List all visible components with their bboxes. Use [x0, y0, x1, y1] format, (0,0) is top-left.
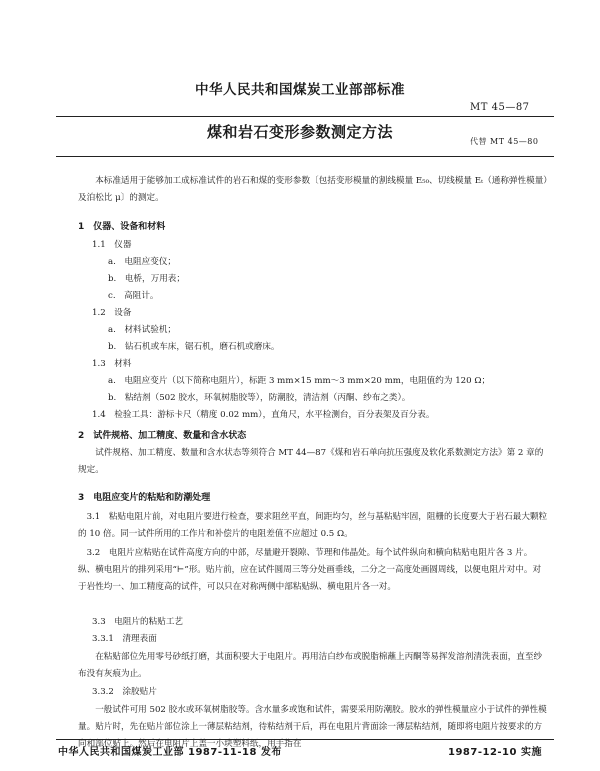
section-3-heading: 3 电阻应变片的粘贴和防潮处理 — [78, 493, 211, 503]
footer-rule — [56, 739, 554, 740]
document-title: 煤和岩石变形参数测定方法 — [206, 123, 393, 141]
item-1-2-a: a. 材料试验机； — [108, 325, 177, 335]
standard-code: MT 45—87 — [470, 102, 530, 113]
standard-issuer-title: 中华人民共和国煤炭工业部部标准 — [195, 82, 405, 98]
section-2-heading: 2 试件规格、加工精度、数量和含水状态 — [78, 431, 247, 441]
subsection-1-3: 1.3 材料 — [92, 359, 132, 369]
intro-paragraph: 本标准适用于能够加工成标准试件的岩石和煤的变形参数〔包括变形模量的割线模量 E₅₀、切线模量 Eₜ（通称弹性模量）及泊松比 μ〕的测定。 — [78, 176, 548, 203]
footer-issuer: 中华人民共和国煤炭工业部 1987-11-18 发布 — [58, 747, 282, 758]
item-1-2-b: b. 钻石机或车床，锯石机，磨石机或磨床。 — [108, 342, 280, 352]
item-1-1-a: a. 电阻应变仪； — [108, 257, 177, 267]
item-1-3-b: b. 粘结剂（502 胶水，环氧树脂胶等），防潮胶，清洁剂（丙酮、纱布之类）。 — [108, 393, 411, 403]
section-1-heading: 1 仪器、设备和材料 — [78, 222, 166, 232]
paragraph-3-1: 3.1 粘贴电阻片前，对电阻片要进行检查，要求阻丝平直，间距均匀，丝与基粘贴牢固，阻栅的长度要大于岩石最大颗粒的 10 倍。同一试件所用的工作片和补偿片的电阻差值不应超过 0.5 Ω。 — [78, 512, 548, 539]
paragraph-3-3-1: 在粘贴部位先用零号砂纸打磨，其面积要大于电阻片。再用洁白纱布或脱脂棉蘸上丙酮等易挥发溶剂清洗表面，直至纱布没有灰痕为止。 — [78, 652, 543, 679]
title-rule — [56, 156, 554, 157]
subsection-1-1: 1.1 仪器 — [92, 240, 132, 250]
section-2-paragraph: 试件规格、加工精度、数量和含水状态等须符合 MT 44—87《煤和岩石单向抗压强度及软化系数测定方法》第 2 章的规定。 — [78, 448, 544, 475]
paragraph-3-3-2: 一般试件可用 502 胶水或环氧树脂胶等。含水量多或饱和试件，需要采用防潮胶。胶水的弹性模量应小于试件的弹性模量。贴片时，先在贴片部位涂上一薄层粘结剂，待粘结剂干后，再在电阻片背面涂一薄层粘结剂，随即将电阻片按要求的方向和部位贴上。然后在电阻片上盖一小块塑料纸，用手指在 — [78, 705, 547, 749]
subsection-1-4: 1.4 检验工具：游标卡尺（精度 0.02 mm），直角尺，水平检测台，百分表架及百分表。 — [92, 410, 435, 420]
item-1-3-a: a. 电阻应变片（以下简称电阻片），标距 3 mm×15 mm～3 mm×20 mm，电阻值约为 120 Ω； — [108, 376, 491, 386]
subsection-3-3-1: 3.3.1 清理表面 — [92, 634, 157, 644]
paragraph-3-2: 3.2 电阻片应粘贴在试件高度方向的中部，尽量避开裂隙、节理和伟晶处。每个试件纵向和横向粘贴电阻片各 3 片。纵、横电阻片的排列采用“⊢”形。贴片前，应在试件圆周三等分处画垂线，二分之一高度处画圆周线，以便电阻片对中。对于岩性均一、加工精度高的试件，可以只在对称两侧中部粘贴纵、横电阻片各一对。 — [78, 548, 542, 592]
replaces-standard: 代替 MT 45—80 — [470, 137, 539, 146]
subsection-3-3: 3.3 电阻片的粘贴工艺 — [92, 617, 184, 627]
item-1-1-c: c. 高阻计。 — [108, 291, 159, 301]
footer-effective-date: 1987-12-10 实施 — [448, 747, 542, 758]
subsection-1-2: 1.2 设备 — [92, 308, 132, 318]
subsection-3-3-2: 3.3.2 涂胶贴片 — [92, 687, 157, 697]
header-rule — [56, 116, 554, 117]
item-1-1-b: b. 电桥，万用表； — [108, 274, 185, 284]
